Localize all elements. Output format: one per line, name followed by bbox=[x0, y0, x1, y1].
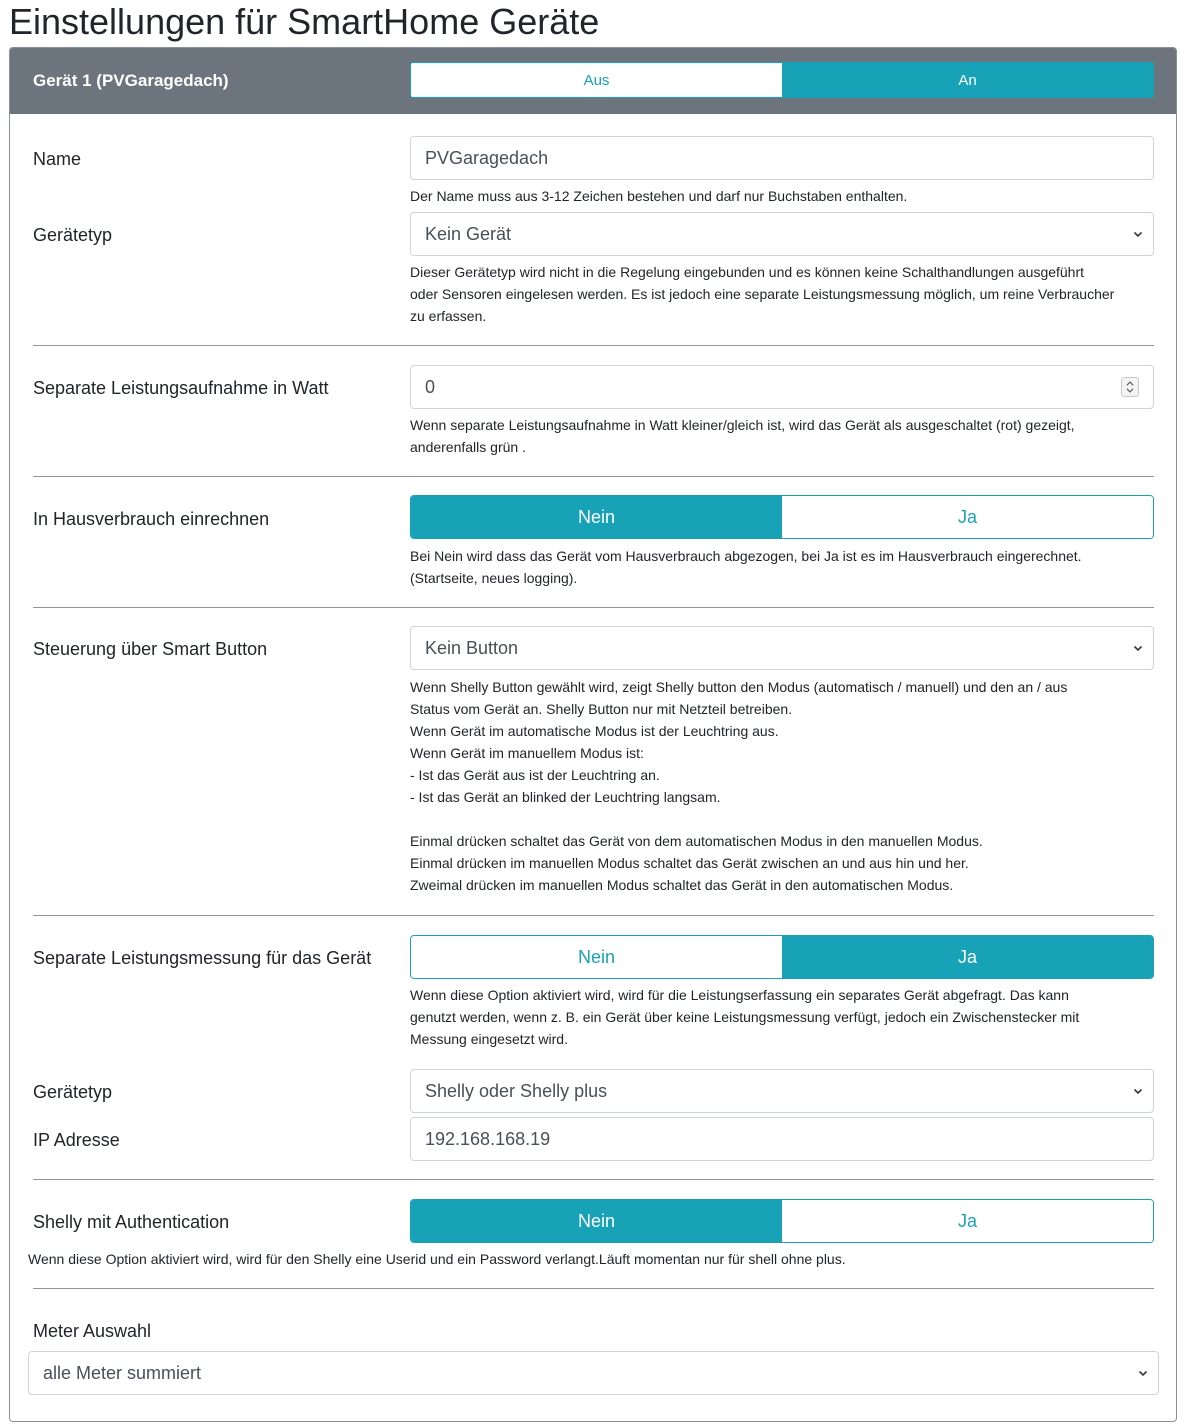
separate-power-input[interactable] bbox=[410, 365, 1154, 409]
separate-power-help: Wenn separate Leistungsaufnahme in Watt kleiner/gleich ist, wird das Gerät als ausgeschaltet (rot) gezeigt, anderenfalls grün . bbox=[410, 417, 1075, 455]
house-consumption-yes-button[interactable]: Ja bbox=[782, 496, 1153, 538]
chevron-down-icon bbox=[1138, 1368, 1148, 1378]
house-consumption-no-button[interactable]: Nein bbox=[411, 496, 782, 538]
number-spinner-icon[interactable] bbox=[1121, 377, 1139, 397]
card-header-title: Gerät 1 (PVGaragedach) bbox=[33, 71, 229, 90]
toggle-off-button[interactable]: Aus bbox=[411, 63, 782, 97]
divider bbox=[33, 1288, 1154, 1289]
chevron-down-icon bbox=[1133, 1086, 1143, 1096]
shelly-auth-toggle bbox=[410, 1199, 1154, 1243]
smart-button-help: Wenn Shelly Button gewählt wird, zeigt Shelly button den Modus (automatisch / manuell) und den an / aus Status vom Gerät an. Shelly Button nur mit Netzteil betreiben. Wenn Gerät im automatische Modus ist der Leuchtring aus. Wenn Gerät im manuellem Modus ist: - Ist das Gerät aus ist der Leuchtring an. - Ist das Gerät an blinked der Leuchtring langsam. Einmal drücken schaltet das Gerät von dem automatischen Modus in den manuellen Modus. Einmal drücken im manuellen Modus schaltet das Gerät zwischen an und aus hin und her. Zweimal drücken im manuellen Modus schaltet das Gerät in den automatischen Modus. bbox=[410, 679, 1068, 893]
toggle-on-button[interactable]: An bbox=[782, 63, 1153, 97]
measurement-device-type-select[interactable] bbox=[410, 1069, 1154, 1113]
separate-measurement-no-button[interactable]: Nein bbox=[411, 936, 782, 978]
separate-power-value: 0 bbox=[425, 377, 436, 397]
measurement-device-type-value: Shelly oder Shelly plus bbox=[425, 1081, 608, 1101]
smart-button-value: Kein Button bbox=[425, 638, 519, 658]
separate-power-label: Separate Leistungsaufnahme in Watt bbox=[33, 378, 329, 398]
chevron-down-icon bbox=[1133, 229, 1143, 239]
divider bbox=[33, 345, 1154, 346]
separate-measurement-label: Separate Leistungsmessung für das Gerät bbox=[33, 948, 372, 968]
ip-address-input[interactable]: 192.168.168.19 bbox=[410, 1117, 1154, 1161]
name-label: Name bbox=[33, 149, 82, 169]
shelly-auth-label: Shelly mit Authentication bbox=[33, 1212, 230, 1232]
device-card bbox=[9, 47, 1177, 1422]
card-header bbox=[10, 48, 1176, 114]
device-type-label: Gerätetyp bbox=[33, 225, 113, 245]
divider bbox=[33, 915, 1154, 916]
ip-address-label: IP Adresse bbox=[33, 1130, 120, 1150]
separate-measurement-help: Wenn diese Option aktiviert wird, wird für die Leistungserfassung ein separates Gerät abgefragt. Das kann genutzt werden, wenn z. B. ein Gerät über keine Leistungsmessung verfügt, jedoch ein Zwischenstecker mit Messung eingesetzt wird. bbox=[410, 987, 1080, 1047]
smart-button-select[interactable] bbox=[410, 626, 1154, 670]
shelly-auth-yes-button[interactable]: Ja bbox=[782, 1200, 1153, 1242]
shelly-auth-no-button[interactable]: Nein bbox=[411, 1200, 782, 1242]
divider bbox=[33, 607, 1154, 608]
divider bbox=[33, 476, 1154, 477]
device-type-value: Kein Gerät bbox=[425, 224, 512, 244]
house-consumption-label: In Hausverbrauch einrechnen bbox=[33, 509, 270, 529]
divider bbox=[33, 1179, 1154, 1180]
meter-select[interactable] bbox=[28, 1351, 1159, 1395]
device-type-help: Dieser Gerätetyp wird nicht in die Regelung eingebunden und es können keine Schalthandlungen ausgeführt oder Sensoren eingelesen werden. Es ist jedoch eine separate Leistungsmessung möglich, um reine Verbraucher zu erfassen. bbox=[410, 264, 1115, 324]
device-type-select[interactable] bbox=[410, 212, 1154, 256]
meter-label: Meter Auswahl bbox=[33, 1321, 152, 1341]
device-enable-toggle bbox=[410, 62, 1154, 98]
separate-measurement-toggle bbox=[410, 935, 1154, 979]
shelly-auth-help: Wenn diese Option aktiviert wird, wird für den Shelly eine Userid und ein Password verlangt.Läuft momentan nur für shell ohne plus. bbox=[28, 1251, 846, 1267]
house-consumption-toggle bbox=[410, 495, 1154, 539]
meter-value: alle Meter summiert bbox=[43, 1363, 202, 1383]
house-consumption-help: Bei Nein wird dass das Gerät vom Hausverbrauch abgezogen, bei Ja ist es im Hausverbrauch eingerechnet. (Startseite, neues logging). bbox=[410, 548, 1082, 586]
page-title: Einstellungen für SmartHome Geräte bbox=[9, 1, 600, 42]
name-help: Der Name muss aus 3-12 Zeichen bestehen und darf nur Buchstaben enthalten. bbox=[410, 188, 908, 204]
name-input[interactable]: PVGaragedach bbox=[410, 136, 1154, 180]
smart-button-label: Steuerung über Smart Button bbox=[33, 639, 268, 659]
measurement-device-type-label: Gerätetyp bbox=[33, 1082, 113, 1102]
separate-measurement-yes-button[interactable]: Ja bbox=[782, 936, 1153, 978]
chevron-down-icon bbox=[1133, 643, 1143, 653]
